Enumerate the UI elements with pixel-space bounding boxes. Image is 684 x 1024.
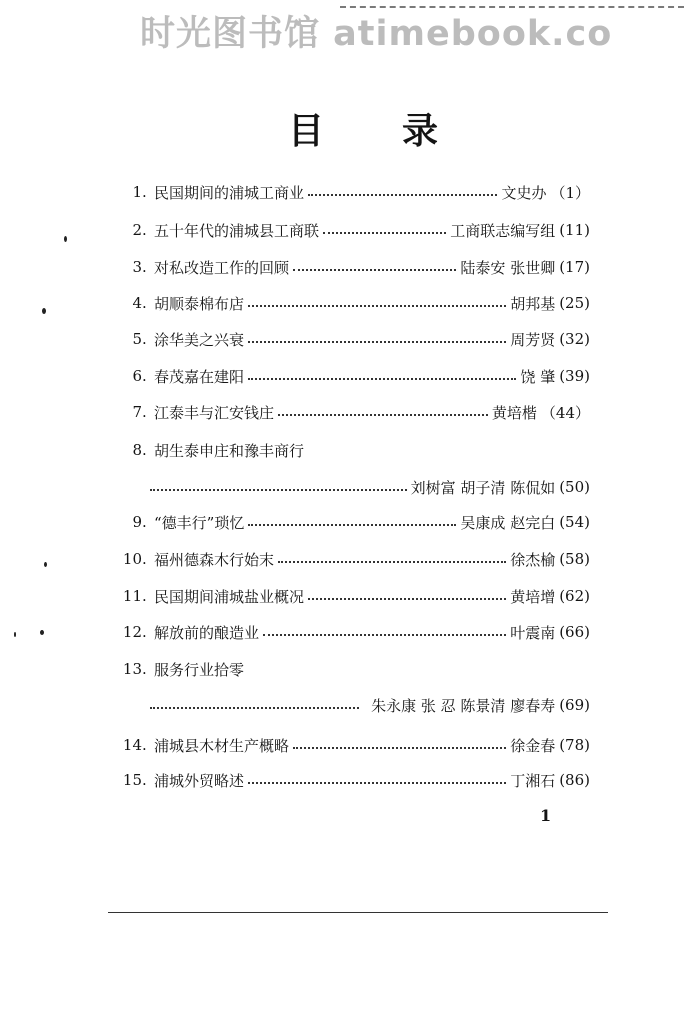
entry-author: 刘树富 胡子清 陈侃如 [410,478,556,497]
scan-speck [44,562,47,567]
dot-leader [278,561,506,563]
toc-entry[interactable]: 13 . 服务行业拾零 [116,655,590,683]
toc-entry-continuation [150,473,590,501]
toc-entry[interactable]: 8 . 胡生泰申庄和豫丰商行 [116,436,590,464]
entry-number: 7 [132,403,142,421]
title-char-1: 目 [288,110,325,152]
entry-page: （1） [550,183,590,202]
entry-number: 13 [122,660,142,678]
dot-leader [150,489,407,491]
entry-page: (11) [559,221,590,239]
entry-number: 12 [122,623,142,641]
entry-title: 胡生泰申庄和豫丰商行 [154,441,305,460]
entry-author: 黄培楷 [491,403,537,422]
entry-page: (86) [559,771,590,789]
dot-leader [278,414,488,416]
entry-number: 9 [132,513,142,531]
toc-entry[interactable]: 15 . 浦城外贸略述 丁湘石 (86) [116,766,590,794]
entry-title: 五十年代的浦城县工商联 [154,221,320,240]
entry-title: 对私改造工作的回顾 [154,258,290,277]
toc-entry[interactable]: 11 . 民国期间浦城盐业概况 黄培增 (62) [116,582,590,610]
entry-author: 朱永康 张 忍 陈景清 廖春寿 [371,696,556,715]
dot-leader [308,194,497,196]
entry-title: 民国期间的浦城工商业 [154,183,305,202]
entry-title: 服务行业拾零 [154,660,245,679]
entry-number: 15 [122,771,142,789]
dot-leader [263,634,506,636]
entry-author: 吴康成 赵完白 [460,513,556,532]
toc-entry[interactable]: 5 . 涂华美之兴衰 周芳贤 (32) [116,325,590,353]
dot-leader [248,305,506,307]
dot-leader [248,782,506,784]
entry-page: (54) [559,513,590,531]
entry-page: （44） [540,403,590,422]
entry-author: 胡邦基 [510,294,556,313]
entry-author: 工商联志编写组 [450,221,556,240]
scan-speck [42,308,46,314]
entry-title: 春茂嘉在建阳 [154,367,245,386]
entry-number: 6 [132,367,142,385]
toc-entry[interactable]: 9 . “德丰行”琐忆 吴康成 赵完白 (54) [116,508,590,536]
toc-entry[interactable]: 1 . 民国期间的浦城工商业 文史办 （1） [116,178,590,206]
entry-page: (78) [559,736,590,754]
toc-entry[interactable]: 2 . 五十年代的浦城县工商联 工商联志编写组 (11) [116,216,590,244]
dot-leader [293,269,456,271]
toc-entry[interactable]: 6 . 春茂嘉在建阳 饶 肇 (39) [116,362,590,390]
dot-leader [308,598,506,600]
entry-author: 徐金春 [510,736,556,755]
scan-speck [14,632,16,637]
entry-number: 10 [122,550,142,568]
entry-title: 浦城外贸略述 [154,771,245,790]
entry-page: (58) [559,550,590,568]
entry-number: 14 [122,736,142,754]
entry-title: 解放前的酿造业 [154,623,260,642]
entry-page: (66) [559,623,590,641]
toc-entry[interactable]: 10 . 福州德森木行始末 徐杰榆 (58) [116,545,590,573]
bottom-rule [108,912,608,913]
entry-title: 福州德森木行始末 [154,550,275,569]
toc-entry-continuation [150,691,590,719]
entry-title: “德丰行”琐忆 [154,513,245,532]
title-char-2: 录 [401,110,438,152]
dot-leader [248,341,506,343]
entry-page: (25) [559,294,590,312]
dot-leader [293,747,506,749]
entry-author: 徐杰榆 [510,550,556,569]
entry-number: 4 [132,294,142,312]
entry-author: 黄培增 [510,587,556,606]
entry-number: 3 [132,258,142,276]
entry-author: 丁湘石 [510,771,556,790]
toc-entry[interactable]: 7 . 江泰丰与汇安钱庄 黄培楷 （44） [116,398,590,426]
entry-page: (50) [559,478,590,496]
dot-leader [248,524,456,526]
page-number: 1 [540,806,552,825]
entry-number: 2 [132,221,142,239]
entry-number: 8 [132,441,142,459]
dot-leader [150,707,359,709]
watermark: 时光图书馆 atimebook.co [140,14,613,54]
entry-title: 涂华美之兴衰 [154,330,245,349]
scan-speck [64,236,67,242]
entry-author: 文史办 [501,183,547,202]
entry-title: 江泰丰与汇安钱庄 [154,403,275,422]
scan-speck [40,630,44,635]
toc-entry[interactable]: 14 . 浦城县木材生产概略 徐金春 (78) [116,731,590,759]
toc-entry[interactable]: 4 . 胡顺泰棉布店 胡邦基 (25) [116,289,590,317]
entry-page: (69) [559,696,590,714]
dot-leader [323,232,446,234]
entry-title: 胡顺泰棉布店 [154,294,245,313]
entry-number: 11 [122,587,142,605]
toc-entry[interactable]: 12 . 解放前的酿造业 叶震南 (66) [116,618,590,646]
entry-author: 饶 肇 [520,367,556,386]
entry-number: 5 [132,330,142,348]
entry-author: 叶震南 [510,623,556,642]
toc-entry[interactable]: 3 . 对私改造工作的回顾 陆泰安 张世卿 (17) [116,253,590,281]
entry-page: (39) [559,367,590,385]
entry-author: 周芳贤 [510,330,556,349]
entry-page: (62) [559,587,590,605]
dot-leader [248,378,516,380]
entry-title: 民国期间浦城盐业概况 [154,587,305,606]
entry-page: (17) [559,258,590,276]
entry-number: 1 [132,183,142,201]
entry-author: 陆泰安 张世卿 [460,258,556,277]
entry-page: (32) [559,330,590,348]
entry-title: 浦城县木材生产概略 [154,736,290,755]
